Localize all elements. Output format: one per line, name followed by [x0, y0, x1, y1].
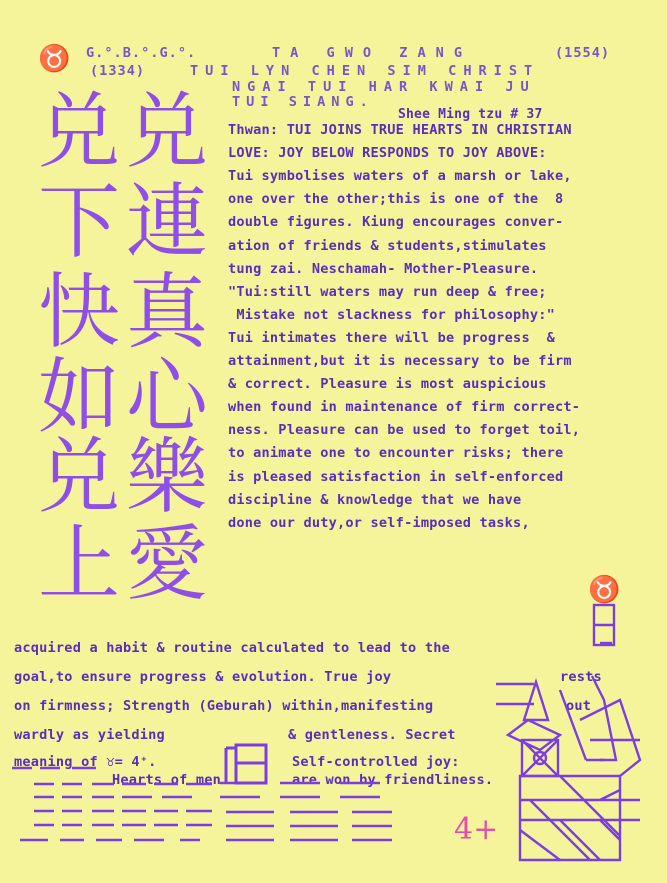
header-code: G.°.B.°.G.°. — [86, 45, 197, 61]
chinese-char-col1-4: 兑 — [38, 430, 121, 525]
wide-line: acquired a habit & routine calculated to lead to the — [14, 640, 450, 656]
taurus-sign: ♉ — [38, 44, 71, 74]
reference-line: Shee Ming tzu # 37 — [398, 107, 543, 122]
body-line: is pleased satisfaction in self-enforced — [228, 468, 564, 485]
body-line: ation of friends & students,stimulates — [228, 237, 547, 254]
body-line: to animate one to encounter risks; there — [228, 445, 564, 462]
header-title-3: NGAI TUI HAR KWAI JU — [232, 79, 536, 95]
header-number-1: (1554) — [555, 45, 611, 61]
aside-gentleness: & gentleness. Secret — [288, 727, 456, 743]
wide-line: meaning of ♉= 4⁺. — [14, 754, 157, 770]
body-line: LOVE: JOY BELOW RESPONDS TO JOY ABOVE: — [228, 145, 547, 162]
aside-self-controlled: Self-controlled joy: — [292, 754, 460, 770]
right-box-symbol — [594, 605, 614, 645]
chinese-char-col1-0: 兑 — [38, 85, 121, 180]
wide-line: goal,to ensure progress & evolution. True joy — [14, 669, 392, 685]
side-taurus-sign: ♉ — [588, 575, 621, 605]
body-line: "Tui:still waters may run deep & free; — [228, 283, 547, 300]
body-line: when found in maintenance of firm correct- — [228, 399, 581, 416]
body-line: double figures. Kiung encourages conver- — [228, 214, 564, 231]
chinese-char-col2-5: 愛 — [126, 517, 209, 612]
chinese-char-col2-0: 兑 — [126, 85, 209, 180]
body-line: Thwan: TUI JOINS TRUE HEARTS IN CHRISTIAN — [228, 122, 572, 138]
chinese-char-col2-3: 心 — [126, 350, 209, 445]
mid-box-symbol — [226, 745, 266, 783]
chinese-char-col1-5: 上 — [38, 517, 121, 612]
body-line: tung zai. Neschamah- Mother-Pleasure. — [228, 260, 539, 277]
wide-line: wardly as yielding — [14, 727, 165, 743]
chinese-char-col2-2: 真 — [126, 265, 209, 360]
header-title-1: TA GWO ZANG — [272, 45, 473, 61]
aside-friendliness: are won by friendliness. — [292, 772, 494, 788]
chinese-char-col1-2: 快 — [38, 265, 121, 360]
body-line: one over the other;this is one of the 8 — [228, 191, 564, 208]
chinese-char-col2-1: 連 — [126, 175, 209, 270]
body-line: & correct. Pleasure is most auspicious — [228, 376, 547, 393]
header-title-4: TUI SIANG. — [232, 94, 374, 110]
chinese-char-col2-4: 樂 — [126, 430, 209, 525]
chinese-char-col1-1: 下 — [38, 175, 121, 270]
page-number: 4+ — [454, 812, 499, 847]
chinese-char-col1-3: 如 — [38, 350, 121, 445]
aside-out: out — [566, 698, 592, 714]
header-number-2: (1334) — [90, 63, 146, 79]
wide-line: on firmness; Strength (Geburah) within,manifesting — [14, 698, 434, 714]
aside-rests: rests — [560, 669, 602, 685]
header-title-2: TUI LYN CHEN SIM CHRIST — [190, 63, 540, 79]
wide-line: Hearts of men — [112, 772, 221, 788]
body-line: attainment,but it is necessary to be firm — [228, 353, 572, 369]
body-line: done our duty,or self-imposed tasks, — [228, 514, 530, 531]
body-line: Tui intimates there will be progress & — [228, 329, 555, 346]
body-line: Tui symbolises waters of a marsh or lake, — [228, 168, 572, 185]
body-line: ness. Pleasure can be used to forget toil, — [228, 422, 581, 439]
body-line: discipline & knowledge that we have — [228, 491, 522, 508]
body-line: Mistake not slackness for philosophy:" — [228, 306, 555, 323]
